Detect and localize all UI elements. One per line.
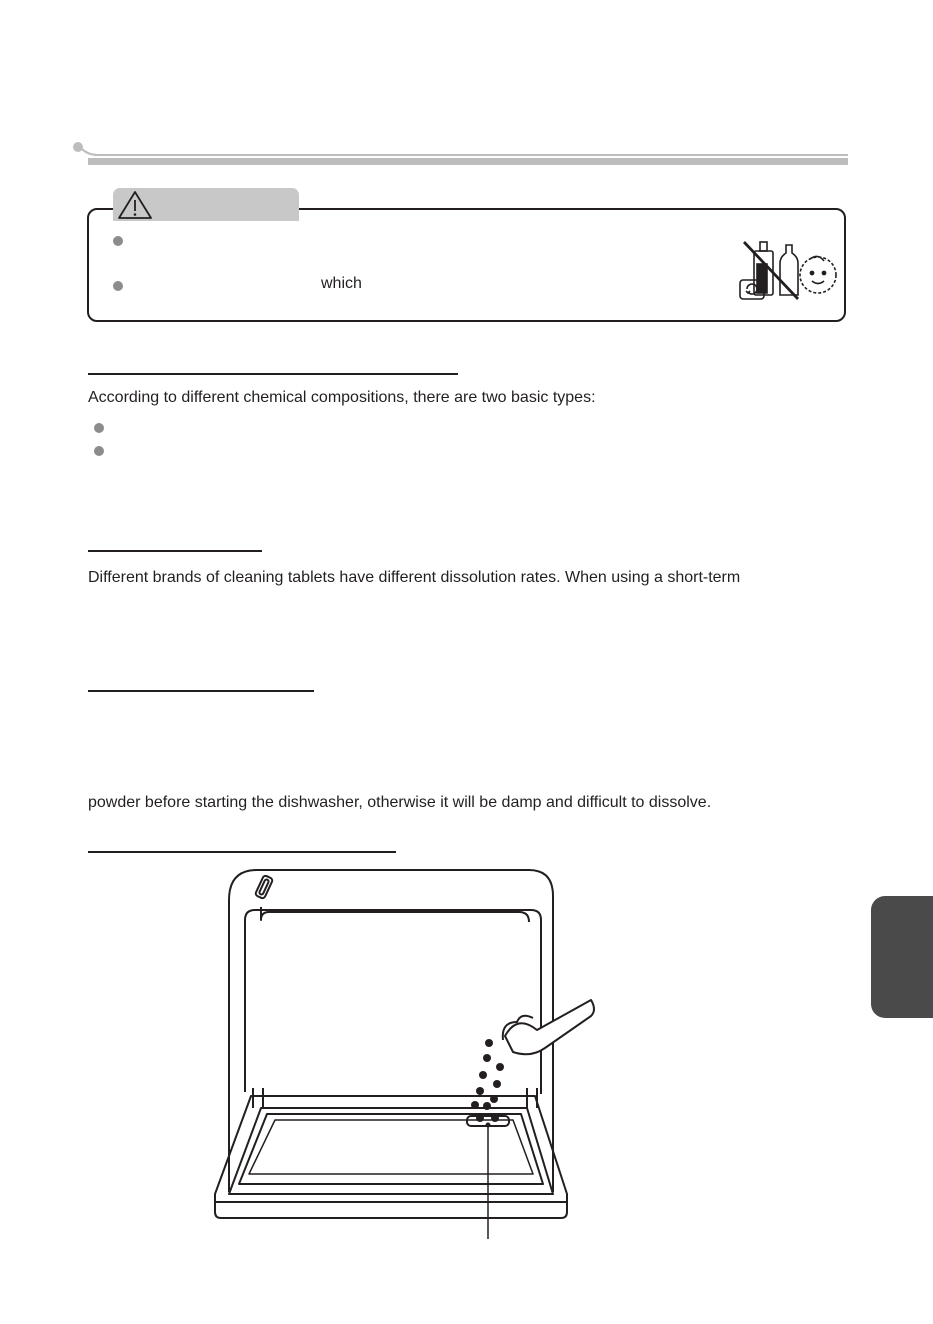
- dishwasher-detergent-illustration: [205, 862, 605, 1247]
- keep-away-from-children-icon: [722, 237, 840, 303]
- section-heading-underline-1: [88, 373, 458, 375]
- list-bullet-1: [94, 423, 104, 433]
- section-header-rule: [72, 140, 848, 170]
- list-bullet-2: [94, 446, 104, 456]
- section-heading-underline-4: [88, 851, 396, 853]
- warning-triangle-icon: [113, 188, 158, 221]
- warning-line-2: which: [321, 275, 362, 292]
- warning-bullet-2: [113, 281, 123, 291]
- section-body-text-2: Different brands of cleaning tablets have different dissolution rates. When using a short-term: [88, 569, 741, 586]
- chapter-side-tab: [871, 896, 933, 1018]
- section-body-text-1: According to different chemical compositions, there are two basic types:: [88, 389, 596, 406]
- warning-bullet-1: [113, 236, 123, 246]
- section-heading-underline-2: [88, 550, 262, 552]
- section-heading-underline-3: [88, 690, 314, 692]
- section-body-text-3: powder before starting the dishwasher, otherwise it will be damp and difficult to dissolve.: [88, 794, 712, 811]
- warning-tab: [113, 188, 299, 221]
